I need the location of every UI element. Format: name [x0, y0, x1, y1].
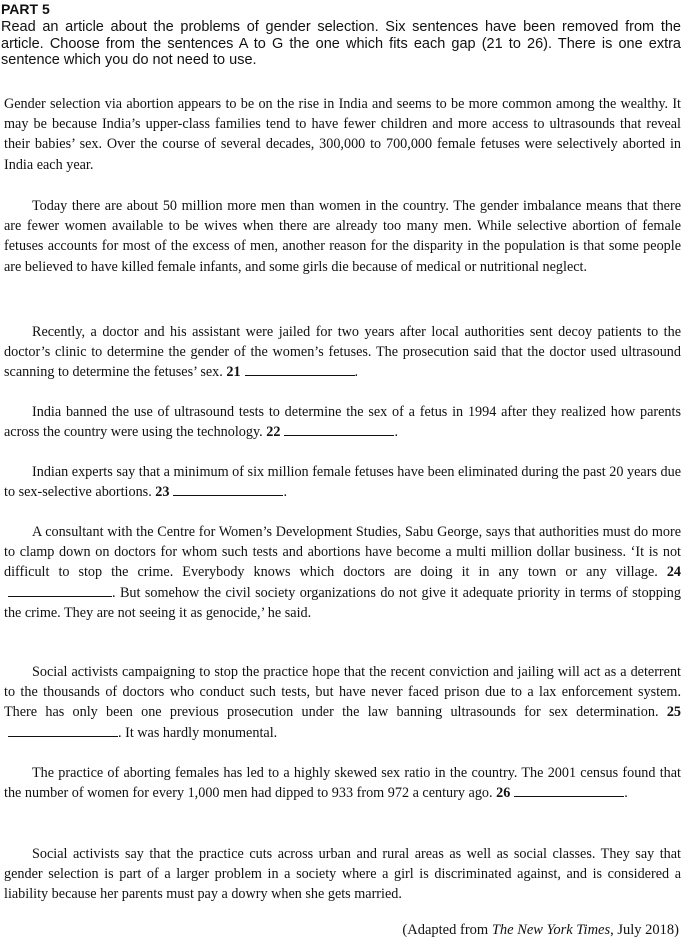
gap-blank-24[interactable] [8, 596, 112, 597]
source-suffix: , July 2018) [610, 922, 679, 938]
gap-blank-23[interactable] [173, 495, 283, 496]
gap-number-23: 23 [155, 484, 170, 501]
article-paragraph-7 [4, 662, 681, 743]
gap-number-21: 21 [226, 364, 241, 381]
paragraph-text: Social activists say that the practice cuts across urban and rural areas as well as social classes. They say that gender selection is part of a larger problem in a society where a girl is discriminated against, and is considered a liability because her parents must pay a dowry when she gets married. [4, 846, 681, 903]
gap-blank-25[interactable] [8, 736, 118, 737]
gap-period: . [394, 424, 398, 441]
paragraph-text: India banned the use of ultrasound tests to determine the sex of a fetus in 1994 after they realized how parents across the country were using the technology. [4, 404, 681, 441]
paragraph-text: The practice of aborting females has led to a highly skewed sex ratio in the country. The 2001 census found that the number of women for every 1,000 men had dipped to 933 from 972 a century ago. [4, 765, 681, 802]
article-paragraph-1 [4, 94, 681, 175]
gap-blank-22[interactable] [284, 435, 394, 436]
gap-number-22: 22 [266, 424, 281, 441]
paragraph-text: . But somehow the civil society organizations do not give it adequate priority in terms of stopping the crime. They are not seeing it as genocide,’ he said. [4, 584, 681, 621]
paragraph-text: Recently, a doctor and his assistant were jailed for two years after local authorities sent decoy patients to the doctor’s clinic to determine the gender of the women’s fetuses. The prosecution said that the doctor used ultrasound scanning to determine the fetuses’ sex. [4, 324, 681, 381]
paragraph-text: A consultant with the Centre for Women’s Development Studies, Sabu George, says that authorities must do more to clamp down on doctors for whom such tests and abortions have become a multi million dollar business. ‘It is not difficult to stop the crime. Everybody knows which doctors are doing it in any town or any village. [4, 524, 681, 581]
part-title: PART 5 [1, 1, 50, 17]
article-paragraph-4 [4, 402, 681, 442]
instructions: Read an article about the problems of gender selection. Six sentences have been removed from the article. Choose from the sentences A to G the one which fits each gap (21 to 26). There is one extra sentence which you do not need to use. [1, 19, 681, 68]
gap-number-25: 25 [666, 704, 682, 721]
gap-blank-21[interactable] [245, 375, 355, 376]
paragraph-text: Today there are about 50 million more men than women in the country. The gender imbalance means that there are fewer women available to be wives when there are already too many men. While selective abortion of female fetuses accounts for most of the excess of men, another reason for the disparity in the population is that some people are believed to have killed female infants, and some girls die because of medical or nutritional neglect. [4, 198, 681, 275]
source-prefix: (Adapted from [402, 922, 492, 938]
source-citation [402, 921, 679, 939]
gap-number-26: 26 [496, 785, 511, 802]
paragraph-text: . It was hardly monumental. [118, 724, 278, 741]
article-paragraph-3 [4, 322, 681, 383]
gap-blank-26[interactable] [514, 796, 624, 797]
source-publication: The New York Times [491, 922, 611, 938]
article-paragraph-5 [4, 462, 681, 502]
article-paragraph-6 [4, 522, 681, 623]
article-paragraph-9 [4, 844, 681, 905]
article-paragraph-2 [4, 196, 681, 277]
gap-number-24: 24 [666, 564, 681, 581]
paragraph-text: Social activists campaigning to stop the practice hope that the recent conviction and jailing will act as a deterrent to the thousands of doctors who conduct such tests, but have never faced prison due to a lax enforcement system. There has only been one previous prosecution under the law banning ultrasounds for sex determination. [4, 664, 681, 721]
gap-period: . [624, 785, 628, 802]
gap-period: . [354, 364, 359, 381]
gap-period: . [283, 484, 288, 501]
paragraph-text: Gender selection via abortion appears to be on the rise in India and seems to be more common among the wealthy. It may be because India’s upper-class families tend to have fewer children and more access to ultrasounds that reveal their babies’ sex. Over the course of several decades, 300,000 to 700,000 female fetuses were selectively aborted in India each year. [4, 96, 681, 173]
article-paragraph-8 [4, 763, 681, 803]
paragraph-text: Indian experts say that a minimum of six million female fetuses have been eliminated during the past 20 years due to sex-selective abortions. [4, 464, 681, 501]
